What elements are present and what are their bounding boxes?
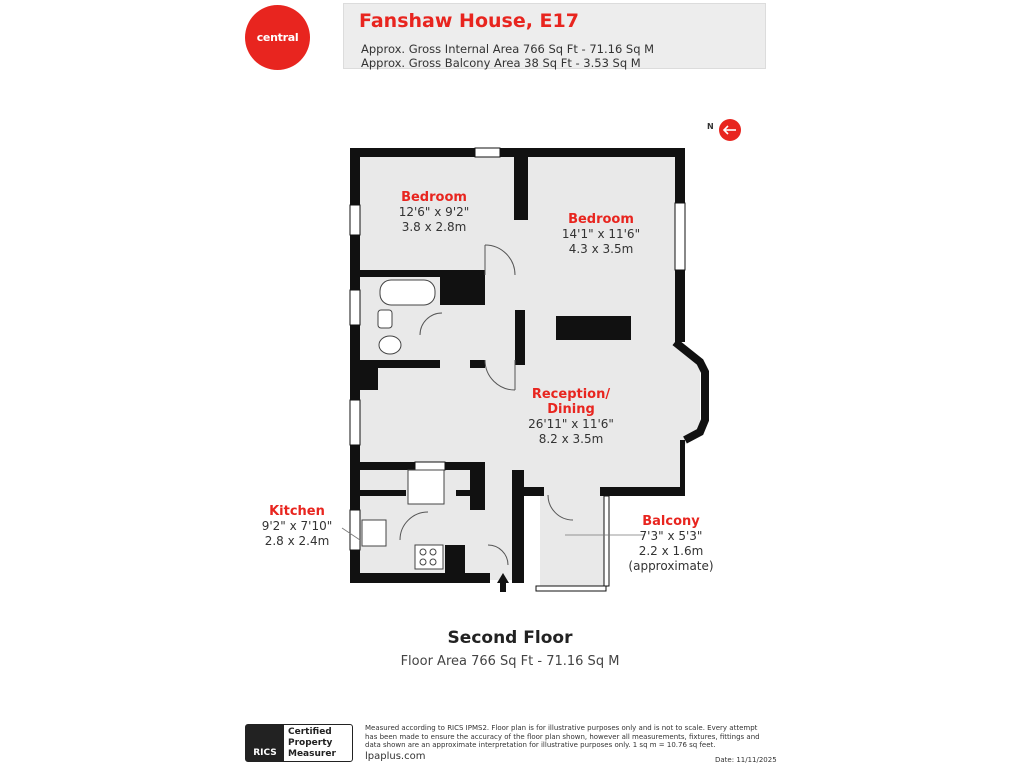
cert-line1: Certified [288,727,332,737]
cert-line2: Property [288,738,333,748]
bedroom1-dim-imperial: 12'6" x 9'2" [398,205,470,219]
balcony-dim-imperial: 7'3" x 5'3" [639,529,703,543]
reception-name-line1: Reception/ [531,387,611,402]
logo-text: central [256,31,299,44]
reception-dim-imperial: 26'11" x 11'6" [528,417,614,431]
rics-badge [245,724,353,762]
bedroom2-dim-imperial: 14'1" x 11'6" [561,227,641,241]
bedroom1-name: Bedroom [401,190,467,205]
rics-mark: RICS [246,725,284,761]
balcony-name: Balcony [642,514,700,529]
balcony-note: (approximate) [628,559,714,573]
cert-line3: Measurer [288,749,336,759]
bedroom2-name: Bedroom [568,212,634,227]
bedroom1-dim-metric: 3.8 x 2.8m [401,220,467,234]
kitchen-dim-metric: 2.8 x 2.4m [264,534,330,548]
floor-title: Second Floor [447,628,573,648]
balcony-label [628,514,713,574]
disclaimer-text: Measured according to RICS IPMS2. Floor plan is for illustrative purposes only and is not to scale. Every attempt has been made to ensure the accuracy of the floor plan shown, however all measurements, fixtures, fittings and data shown are an approximate interpretation for illustrative purposes only. 1 sq m = 10.76 sq feet. [365,724,760,749]
balcony-area-text: Approx. Gross Balcony Area 38 Sq Ft - 3.53 Sq M [361,56,641,70]
bedroom2-dim-metric: 4.3 x 3.5m [568,242,634,256]
reception-label [528,387,614,447]
property-title: Fanshaw House, E17 [359,10,579,32]
plan-date: Date: 11/11/2025 [715,756,777,764]
certified-property-measurer [288,727,336,760]
kitchen-label [262,504,333,549]
reception-dim-metric: 8.2 x 3.5m [538,432,604,446]
bedroom1-label [399,190,470,235]
floor-area: Floor Area 766 Sq Ft - 71.16 Sq M [400,654,620,669]
bedroom2-label [562,212,640,257]
reception-name-line2: Dining [547,402,595,417]
kitchen-dim-imperial: 9'2" x 7'10" [261,519,333,533]
kitchen-name: Kitchen [269,504,325,519]
compass-label: N [707,122,714,131]
balcony-dim-metric: 2.2 x 1.6m [638,544,704,558]
website-link[interactable]: lpaplus.com [365,751,426,762]
internal-area-text: Approx. Gross Internal Area 766 Sq Ft - 71.16 Sq M [361,42,655,56]
